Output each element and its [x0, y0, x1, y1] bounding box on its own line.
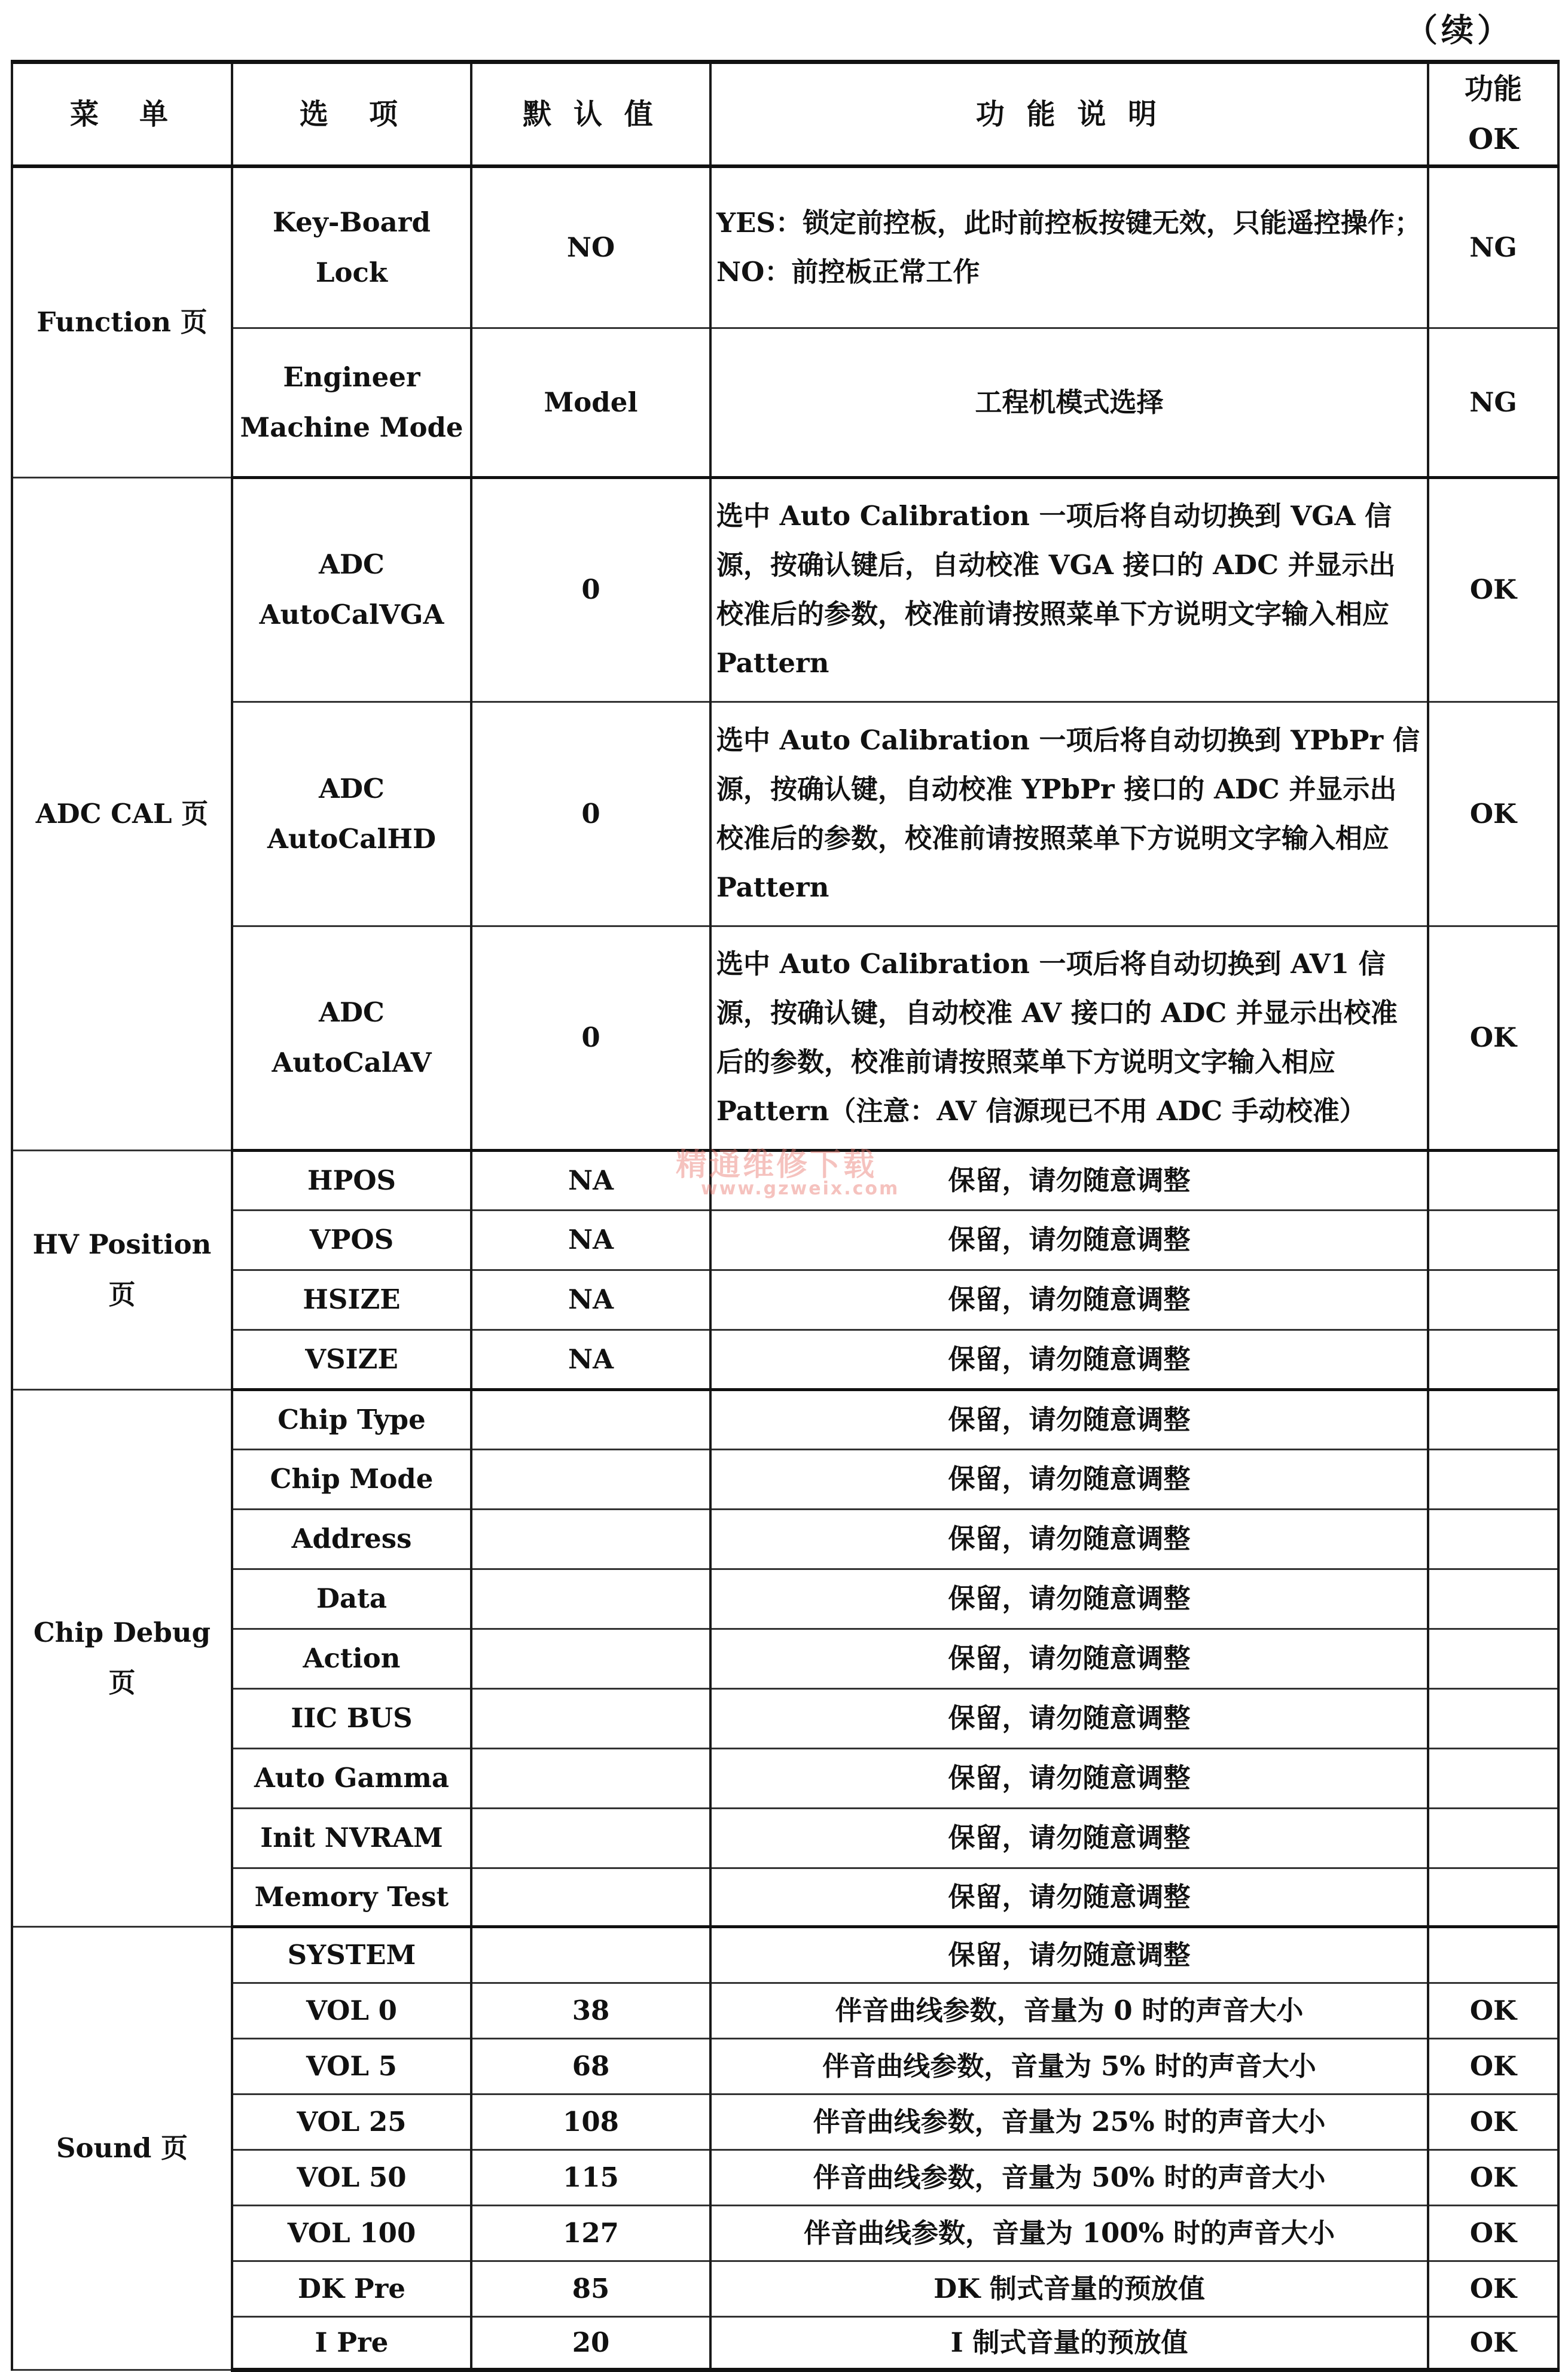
table-row: [12, 1150, 1558, 1210]
header-function-desc: 功 能 说 明: [710, 62, 1428, 167]
option-cell: Action: [232, 1629, 471, 1688]
default-cell: Model: [471, 328, 710, 477]
desc-cell: 保留，请勿随意调整: [710, 1926, 1428, 1983]
option-cell: Init NVRAM: [232, 1808, 471, 1868]
desc-cell: 伴音曲线参数，音量为 25% 时的声音大小: [710, 2094, 1428, 2150]
default-cell: [471, 1748, 710, 1808]
option-cell: Data: [232, 1569, 471, 1629]
header-function-ok: 功能 OK: [1428, 62, 1558, 167]
default-cell: NO: [471, 166, 710, 328]
option-cell: VOL 100: [232, 2205, 471, 2261]
option-cell: Auto Gamma: [232, 1748, 471, 1808]
desc-cell: 保留，请勿随意调整: [710, 1330, 1428, 1389]
table-row: [12, 1509, 1558, 1569]
menu-cell-hv-position: HV Position 页: [12, 1150, 232, 1389]
default-cell: NA: [471, 1150, 710, 1210]
table-header-row: [12, 62, 1558, 167]
table-row: [12, 1926, 1558, 1983]
desc-cell: 保留，请勿随意调整: [710, 1748, 1428, 1808]
desc-cell: 保留，请勿随意调整: [710, 1868, 1428, 1926]
watermark-url: www.gzweix.com: [701, 1178, 900, 1199]
option-cell: Chip Type: [232, 1389, 471, 1449]
ok-cell: OK: [1428, 926, 1558, 1150]
menu-cell-adc-cal: ADC CAL 页: [12, 477, 232, 1150]
desc-cell: 保留，请勿随意调整: [710, 1629, 1428, 1688]
desc-cell: 伴音曲线参数，音量为 50% 时的声音大小: [710, 2150, 1428, 2205]
table-row: [12, 2316, 1558, 2370]
ok-cell: OK: [1428, 2205, 1558, 2261]
default-cell: [471, 1509, 710, 1569]
default-cell: 38: [471, 1983, 710, 2038]
desc-cell: 保留，请勿随意调整: [710, 1569, 1428, 1629]
desc-cell: 保留，请勿随意调整: [710, 1688, 1428, 1748]
desc-cell: I 制式音量的预放值: [710, 2316, 1428, 2370]
default-cell: NA: [471, 1330, 710, 1389]
desc-cell: 选中 Auto Calibration 一项后将自动切换到 YPbPr 信源，按确认键，自动校准 YPbPr 接口的 ADC 并显示出校准后的参数，校准前请按照菜单下方说明文字输入相应 Pattern: [710, 702, 1428, 926]
option-cell: IIC BUS: [232, 1688, 471, 1748]
table-row: [12, 1688, 1558, 1748]
desc-cell: 保留，请勿随意调整: [710, 1808, 1428, 1868]
default-cell: 108: [471, 2094, 710, 2150]
continued-label: （续）: [1405, 11, 1513, 49]
option-cell: Chip Mode: [232, 1449, 471, 1509]
desc-cell: 保留，请勿随意调整: [710, 1389, 1428, 1449]
default-cell: [471, 1629, 710, 1688]
desc-cell: 保留，请勿随意调整: [710, 1449, 1428, 1509]
table-row: [12, 926, 1558, 1150]
default-cell: 68: [471, 2038, 710, 2094]
table-row: [12, 702, 1558, 926]
table-row: [12, 1569, 1558, 1629]
option-cell: VPOS: [232, 1210, 471, 1270]
table-row: [12, 1449, 1558, 1509]
desc-cell: YES：锁定前控板，此时前控板按键无效，只能遥控操作；NO：前控板正常工作: [710, 166, 1428, 328]
table-row: [12, 1808, 1558, 1868]
menu-table: [11, 60, 1560, 2372]
desc-cell: 选中 Auto Calibration 一项后将自动切换到 VGA 信源，按确认键后，自动校准 VGA 接口的 ADC 并显示出校准后的参数，校准前请按照菜单下方说明文字输入相应 Pattern: [710, 477, 1428, 702]
watermark-text: 精通维修下载: [676, 1147, 877, 1183]
table-row: [12, 2205, 1558, 2261]
default-cell: 20: [471, 2316, 710, 2370]
desc-cell: 保留，请勿随意调整: [710, 1509, 1428, 1569]
header-option: 选 项: [232, 62, 471, 167]
default-cell: NA: [471, 1270, 710, 1330]
ok-cell: [1428, 1808, 1558, 1868]
ok-cell: [1428, 1449, 1558, 1509]
option-cell: VOL 50: [232, 2150, 471, 2205]
option-cell: Memory Test: [232, 1868, 471, 1926]
option-cell: Address: [232, 1509, 471, 1569]
menu-cell-chip-debug: Chip Debug 页: [12, 1389, 232, 1926]
option-cell: VOL 25: [232, 2094, 471, 2150]
option-cell: HSIZE: [232, 1270, 471, 1330]
ok-cell: NG: [1428, 166, 1558, 328]
menu-cell-sound: Sound 页: [12, 1926, 232, 2370]
desc-cell: 工程机模式选择: [710, 328, 1428, 477]
desc-cell: 选中 Auto Calibration 一项后将自动切换到 AV1 信源，按确认键，自动校准 AV 接口的 ADC 并显示出校准后的参数，校准前请按照菜单下方说明文字输入相应 Pattern（注意：AV 信源现已不用 ADC 手动校准）: [710, 926, 1428, 1150]
option-cell: SYSTEM: [232, 1926, 471, 1983]
ok-cell: [1428, 1150, 1558, 1210]
table-row: [12, 2261, 1558, 2316]
ok-cell: [1428, 1270, 1558, 1330]
ok-cell: OK: [1428, 2038, 1558, 2094]
table-row: [12, 1748, 1558, 1808]
ok-cell: [1428, 1509, 1558, 1569]
ok-cell: NG: [1428, 328, 1558, 477]
desc-cell: 保留，请勿随意调整: [710, 1150, 1428, 1210]
default-cell: [471, 1808, 710, 1868]
default-cell: 0: [471, 926, 710, 1150]
default-cell: 127: [471, 2205, 710, 2261]
default-cell: NA: [471, 1210, 710, 1270]
ok-cell: OK: [1428, 477, 1558, 702]
option-cell: VOL 5: [232, 2038, 471, 2094]
ok-cell: [1428, 1330, 1558, 1389]
table-row: [12, 166, 1558, 328]
desc-cell: 伴音曲线参数，音量为 100% 时的声音大小: [710, 2205, 1428, 2261]
option-cell: Engineer Machine Mode: [232, 328, 471, 477]
table-row: [12, 1210, 1558, 1270]
ok-cell: OK: [1428, 702, 1558, 926]
table-row: [12, 328, 1558, 477]
option-cell: VSIZE: [232, 1330, 471, 1389]
ok-cell: [1428, 1926, 1558, 1983]
ok-cell: [1428, 1688, 1558, 1748]
desc-cell: 保留，请勿随意调整: [710, 1210, 1428, 1270]
default-cell: 0: [471, 702, 710, 926]
option-cell: VOL 0: [232, 1983, 471, 2038]
table-row: [12, 2150, 1558, 2205]
table-row: [12, 1983, 1558, 2038]
header-menu: 菜 单: [12, 62, 232, 167]
option-cell: I Pre: [232, 2316, 471, 2370]
table-row: [12, 1868, 1558, 1926]
ok-cell: [1428, 1569, 1558, 1629]
ok-cell: OK: [1428, 2150, 1558, 2205]
ok-cell: OK: [1428, 2261, 1558, 2316]
header-default: 默 认 值: [471, 62, 710, 167]
default-cell: 0: [471, 477, 710, 702]
ok-cell: [1428, 1868, 1558, 1926]
option-cell: ADC AutoCalVGA: [232, 477, 471, 702]
option-cell: Key-Board Lock: [232, 166, 471, 328]
option-cell: ADC AutoCalHD: [232, 702, 471, 926]
ok-cell: [1428, 1389, 1558, 1449]
default-cell: [471, 1926, 710, 1983]
default-cell: [471, 1868, 710, 1926]
table-row: [12, 1330, 1558, 1389]
table-row: [12, 1389, 1558, 1449]
ok-cell: [1428, 1629, 1558, 1688]
option-cell: ADC AutoCalAV: [232, 926, 471, 1150]
table-row: [12, 1270, 1558, 1330]
table-row: [12, 477, 1558, 702]
desc-cell: 伴音曲线参数，音量为 0 时的声音大小: [710, 1983, 1428, 2038]
table-row: [12, 2094, 1558, 2150]
ok-cell: OK: [1428, 1983, 1558, 2038]
ok-cell: OK: [1428, 2094, 1558, 2150]
default-cell: [471, 1569, 710, 1629]
default-cell: 115: [471, 2150, 710, 2205]
default-cell: 85: [471, 2261, 710, 2316]
menu-cell-function: Function 页: [12, 166, 232, 477]
default-cell: [471, 1389, 710, 1449]
ok-cell: OK: [1428, 2316, 1558, 2370]
desc-cell: 伴音曲线参数，音量为 5% 时的声音大小: [710, 2038, 1428, 2094]
default-cell: [471, 1688, 710, 1748]
desc-cell: DK 制式音量的预放值: [710, 2261, 1428, 2316]
desc-cell: 保留，请勿随意调整: [710, 1270, 1428, 1330]
default-cell: [471, 1449, 710, 1509]
table-row: [12, 1629, 1558, 1688]
ok-cell: [1428, 1210, 1558, 1270]
option-cell: DK Pre: [232, 2261, 471, 2316]
option-cell: HPOS: [232, 1150, 471, 1210]
table-row: [12, 2038, 1558, 2094]
ok-cell: [1428, 1748, 1558, 1808]
